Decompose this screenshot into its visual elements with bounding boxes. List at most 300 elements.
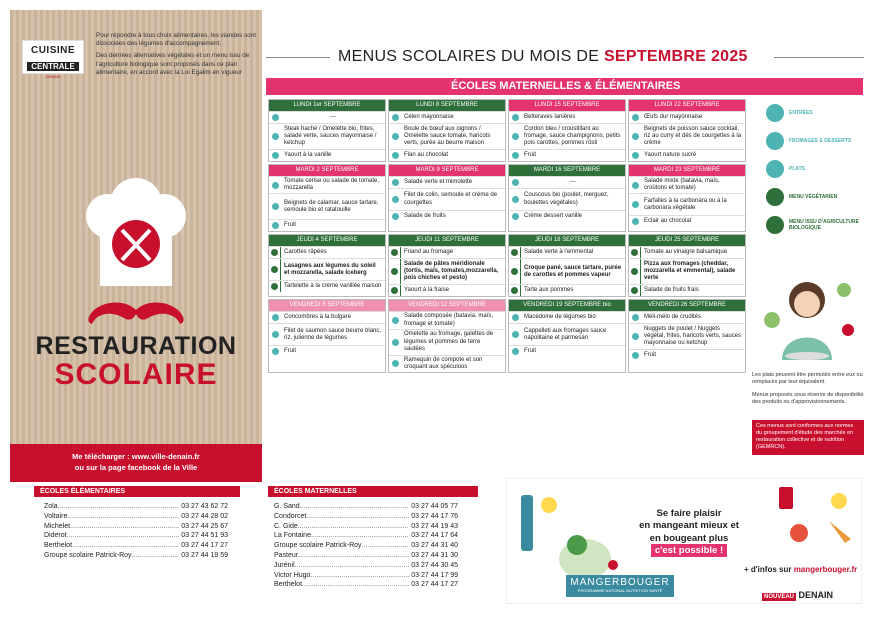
menu-course: [629, 246, 745, 258]
menu-course-text: Betteraves lanières: [524, 113, 576, 120]
menu-course-text: Salade verte à l'emmental: [524, 249, 594, 256]
nursery-schools-list: [274, 502, 458, 590]
school-name: Voltaire: [44, 512, 68, 520]
menu-course-text: Concombres à la bulgare: [284, 314, 352, 321]
plate-icon-dot: [632, 201, 639, 208]
menu-course-text: Tomate au vinaigre balsamique: [644, 249, 728, 256]
menu-course: [269, 323, 385, 345]
plate-icon-dot: [272, 133, 279, 140]
mangerbouger-logo: [566, 575, 674, 597]
menu-course: [629, 123, 745, 149]
menu-course-text: Boule de bœuf aux oignons / Omelette sauce tomate, haricots verts, purée au beurre maison: [404, 125, 491, 147]
school-entry: [274, 522, 458, 532]
plate-icon: [509, 189, 521, 210]
leader-dots: [306, 512, 409, 522]
menu-day-title: JEUDI 4 SEPTEMBRE: [269, 235, 385, 246]
school-name: Pasteur: [274, 551, 299, 559]
plate-icon: [269, 124, 281, 149]
section-subheader: ÉCOLES MATERNELLES & ÉLÉMENTAIRES: [266, 78, 863, 95]
elementary-schools-title: ÉCOLES ÉLÉMENTAIRES: [34, 486, 240, 497]
menu-week-row: [268, 234, 746, 297]
menu-course-text: ---: [570, 178, 576, 185]
school-entry: [274, 541, 458, 551]
school-entry: [274, 571, 458, 581]
menu-course-text: Salade mixte (batavia, maïs, croûtons et tomate): [644, 178, 720, 192]
legend-label: FROMAGES & DESSERTS: [789, 138, 852, 144]
school-name: La Fontaine: [274, 532, 311, 540]
menu-course-text: Tartelette à la crème vanillée maison: [284, 283, 382, 290]
dessert-icon: [509, 285, 521, 296]
plate-icon-dot: [272, 331, 279, 338]
school-name: Victor Hugo: [274, 571, 311, 579]
entree-icon-dot: [392, 114, 399, 121]
menu-course: [269, 258, 385, 280]
dessert-icon-dot: [392, 152, 399, 159]
plate-icon-dot: [391, 268, 398, 275]
menu-course-text: Farfalles à la carbonara ou à la carbonara végétale: [644, 197, 727, 211]
school-phone: 03 27 44 17 64: [411, 532, 458, 540]
school-phone: 03 27 44 51 93: [181, 532, 228, 540]
logo-line1: CUISINE: [30, 45, 76, 56]
legend-label: MENU VÉGÉTARIEN: [789, 194, 838, 200]
logo-line2: CENTRALE: [27, 62, 79, 71]
menu-day-title: VENDREDI 12 SEPTEMBRE: [389, 300, 505, 311]
dessert-icon: [389, 285, 401, 296]
menu-course-text: Eclair au chocolat: [644, 218, 692, 225]
legend-entrees: [766, 104, 866, 122]
dessert-icon: [389, 211, 401, 222]
menu-course-text: Carottes râpées: [284, 249, 327, 256]
entree-icon-dot: [512, 314, 519, 321]
school-phone: 03 27 44 28 02: [181, 512, 228, 520]
menu-day: [628, 234, 746, 297]
dessert-icon: [269, 346, 281, 357]
entree-icon: [269, 247, 281, 258]
leader-dots: [72, 541, 179, 551]
school-name: Michelet: [44, 522, 71, 530]
dessert-icon-dot: [272, 152, 279, 159]
nursery-schools-title: ÉCOLES MATERNELLES: [268, 486, 478, 497]
menu-day: [388, 234, 506, 297]
menu-day-title: JEUDI 11 SEPTEMBRE: [389, 235, 505, 246]
menu-course: [629, 258, 745, 284]
school-phone: 03 27 44 17 27: [411, 581, 458, 589]
menu-course: [269, 311, 385, 323]
facebook-link[interactable]: ou sur la page facebook de la Ville: [74, 462, 198, 472]
menu-day-title: LUNDI 1er SEPTEMBRE: [269, 100, 385, 111]
dessert-icon-dot: [512, 152, 519, 159]
school-name: Jurénil: [274, 561, 295, 569]
bio-icon: [766, 216, 784, 234]
infos-link[interactable]: mangerbouger.fr: [793, 565, 858, 574]
school-entry: [274, 580, 458, 590]
slogan-line: en mangeant mieux et: [639, 520, 739, 532]
school-entry: [44, 541, 228, 551]
menu-course-text: Filet de colin, semoule et crème de courgettes: [404, 192, 498, 206]
dessert-icon-dot: [271, 283, 278, 290]
dessert-icon-dot: [512, 213, 519, 220]
menu-course-text: Yaourt à la vanille: [284, 151, 332, 158]
school-entry: [44, 522, 228, 532]
entree-icon-dot: [632, 114, 639, 121]
legend-desserts: [766, 132, 866, 150]
menu-day: [508, 299, 626, 373]
plate-icon: [269, 194, 281, 219]
dessert-icon: [629, 216, 641, 227]
menu-day: [388, 99, 506, 162]
menu-course: [389, 149, 505, 161]
menu-day-title: VENDREDI 19 SEPTEMBRE bio: [509, 300, 625, 311]
leader-dots: [302, 580, 409, 590]
dessert-icon: [509, 346, 521, 357]
school-entry: [274, 561, 458, 571]
leader-dots: [132, 551, 180, 561]
dessert-icon-dot: [391, 287, 398, 294]
dessert-icon: [269, 281, 281, 292]
menu-course-text: Céleri mayonnaise: [404, 113, 454, 120]
logo-line3: DENAIN: [45, 74, 61, 79]
school-entry: [274, 551, 458, 561]
entree-icon: [389, 247, 401, 258]
dessert-icon: [269, 220, 281, 231]
menu-course: [629, 284, 745, 296]
intro-paragraph: Pour répondre à tous choix alimentaires, les viandes sont dissociées des légumes d'accompagnement.: [96, 32, 256, 48]
menu-course: [269, 280, 385, 292]
menu-course: [389, 123, 505, 149]
leader-dots: [362, 541, 410, 551]
menu-course: [389, 188, 505, 210]
menu-course: [269, 219, 385, 231]
entree-icon: [389, 312, 401, 328]
plate-icon-dot: [512, 196, 519, 203]
menu-course-text: Cappelleti aux fromages sauce napolitaine et parmesan: [524, 327, 607, 341]
download-box[interactable]: [10, 444, 262, 482]
menu-day: [388, 299, 506, 373]
menu-course: [629, 193, 745, 215]
menu-course-text: Couscous bio (poulet, merguez, boulettes végétales): [524, 192, 609, 206]
entree-icon-dot: [391, 249, 398, 256]
menu-course-text: Nuggets de poulet / Nuggets végétal, frites, haricots verts, sauces mayonnaise ou ketchup: [644, 326, 742, 347]
menu-course: [389, 246, 505, 258]
school-phone: 03 27 44 17 27: [181, 542, 228, 550]
plate-icon: [389, 259, 401, 284]
menu-course: [629, 176, 745, 193]
menu-week-row: [268, 99, 746, 162]
menu-week-row: [268, 164, 746, 232]
menu-day-title: LUNDI 22 SEPTEMBRE: [629, 100, 745, 111]
menu-course: [509, 176, 625, 188]
promo-slogan: [628, 508, 750, 557]
header-rule-right: [774, 57, 864, 58]
entree-icon-dot: [631, 249, 638, 256]
menu-day: [268, 164, 386, 232]
school-phone: 03 27 44 31 40: [411, 542, 458, 550]
entree-icon: [629, 112, 641, 123]
entree-icon: [629, 312, 641, 323]
school-entry: [44, 502, 228, 512]
menu-course-text: Steak haché / Omelette bio, frites, salade verte, sauces mayonnaise / ketchup: [284, 125, 377, 147]
dessert-icon: [509, 150, 521, 161]
leader-dots: [300, 502, 410, 512]
menu-course-text: Salade verte et mimolette: [404, 178, 473, 185]
note-gemrcn: Ces menus sont conformes aux normes du groupement d'étude des marchés en restauration collective et de nutrition (GEMRCN).: [752, 420, 864, 455]
school-entry: [44, 551, 228, 561]
menu-course-text: Fruit: [284, 222, 296, 229]
menu-course-text: Macédoine de légumes bio: [524, 314, 596, 321]
legend-label: ENTRÉES: [789, 110, 813, 116]
menu-course: [629, 215, 745, 227]
school-phone: 03 27 44 19 59: [181, 551, 228, 559]
menu-course-text: Œufs dur mayonnaise: [644, 113, 703, 120]
leaf-icon: [766, 188, 784, 206]
entree-icon: [389, 177, 401, 188]
menu-course-text: Salade de fruits frais: [644, 287, 699, 294]
menu-course-text: Fruit: [524, 348, 536, 355]
menu-course: [509, 149, 625, 161]
school-phone: 03 27 44 19 43: [411, 522, 458, 530]
girl-illustration-icon: [752, 260, 862, 368]
elementary-schools-list: [44, 502, 228, 561]
menu-day: [268, 299, 386, 373]
plate-icon-dot: [511, 268, 518, 275]
leader-dots: [295, 561, 410, 571]
menu-course: [389, 329, 505, 355]
menu-course-text: Omelette au fromage, galettes de légumes et pommes de terre sautées: [404, 331, 494, 352]
menu-course: [269, 193, 385, 219]
title-month: SEPTEMBRE 2025: [603, 48, 748, 65]
page-title: [338, 48, 748, 66]
denain-text: DENAIN: [798, 590, 834, 600]
menu-day: [628, 299, 746, 373]
school-entry: [44, 512, 228, 522]
menu-course: [269, 345, 385, 357]
menu-course: [509, 188, 625, 210]
dessert-icon: [509, 211, 521, 222]
dessert-icon-dot: [632, 352, 639, 359]
plate-icon: [389, 124, 401, 149]
plate-icon-dot: [512, 133, 519, 140]
entree-icon-dot: [272, 314, 279, 321]
entree-icon-dot: [511, 249, 518, 256]
school-entry: [44, 531, 228, 541]
food-illustration-icon: [513, 485, 633, 585]
infos-prefix: + d'infos sur: [744, 565, 794, 574]
menu-course-text: Méli-mélo de crudités: [644, 314, 702, 321]
plate-icon: [389, 189, 401, 210]
dessert-icon-dot: [512, 348, 519, 355]
school-phone: 03 27 44 05 77: [411, 503, 458, 510]
plate-icon: [269, 324, 281, 345]
menu-course-text: Salade de fruits: [404, 212, 446, 219]
plate-icon-dot: [632, 133, 639, 140]
entree-icon: [629, 247, 641, 258]
legend-label: MENU ISSU D'AGRICULTURE BIOLOGIQUE: [789, 219, 859, 231]
plate-icon-dot: [392, 133, 399, 140]
moustache-icon: [86, 300, 186, 328]
entree-icon-dot: [632, 182, 639, 189]
entrees-icon: [766, 104, 784, 122]
dessert-icon-dot: [511, 287, 518, 294]
entree-icon-dot: [392, 179, 399, 186]
menu-course-text: Tarte aux pommes: [524, 287, 574, 294]
dessert-icon: [629, 150, 641, 161]
dessert-icon: [389, 356, 401, 372]
title-scolaire: SCOLAIRE: [54, 358, 218, 391]
leader-dots: [70, 522, 179, 532]
entree-icon-dot: [392, 317, 399, 324]
legend: [766, 104, 866, 244]
entree-icon-dot: [632, 314, 639, 321]
menu-course: [269, 111, 385, 123]
leader-dots: [58, 502, 180, 512]
title-restauration: RESTAURATION: [35, 332, 237, 360]
menu-course: [629, 349, 745, 361]
school-name: Zola: [44, 503, 58, 510]
menu-course-text: Crème dessert vanille: [524, 212, 583, 219]
menu-course-text: Yaourt à la fraise: [404, 287, 449, 294]
menu-course-text: Filet de saumon sauce beurre blanc, riz, julienne de légumes: [284, 327, 382, 341]
menu-course-text: Salade composée (batavia, maïs, fromage et tomate): [404, 313, 494, 327]
mb-logo-text: MANGERBOUGER: [570, 577, 670, 588]
menu-course: [509, 210, 625, 222]
menu-day-title: VENDREDI 26 SEPTEMBRE: [629, 300, 745, 311]
download-link[interactable]: Me télécharger : www.ville-denain.fr: [72, 452, 200, 461]
menu-course: [389, 111, 505, 123]
menu-course: [629, 149, 745, 161]
menu-course-text: Croque pané, sauce tartare, purée de carottes et pommes vapeur: [524, 264, 622, 278]
menu-course-text: Yaourt nature sucré: [644, 151, 697, 158]
plate-icon: [629, 324, 641, 349]
slogan-line: Se faire plaisir: [656, 508, 722, 519]
plate-icon: [629, 259, 641, 284]
plate-icon: [509, 259, 521, 284]
menu-course: [389, 258, 505, 284]
cheese-dessert-icon: [766, 132, 784, 150]
slogan-highlight: c'est possible !: [651, 544, 727, 557]
plate-icon-dot: [512, 331, 519, 338]
menu-day-title: LUNDI 15 SEPTEMBRE: [509, 100, 625, 111]
plate-icon-dot: [631, 268, 638, 275]
plate-icon: [629, 194, 641, 215]
leader-dots: [298, 522, 410, 532]
menu-day-title: MARDI 9 SEPTEMBRE: [389, 165, 505, 176]
menu-course: [269, 176, 385, 193]
dessert-icon-dot: [392, 213, 399, 220]
entree-icon: [389, 112, 401, 123]
menu-course: [509, 345, 625, 357]
menu-day: [628, 164, 746, 232]
school-name: Groupe scolaire Patrick-Roy: [274, 542, 362, 550]
dessert-icon-dot: [632, 152, 639, 159]
left-panel: [10, 10, 262, 472]
entree-icon-dot: [272, 182, 279, 189]
menu-course: [389, 284, 505, 296]
cuisine-centrale-logo: [22, 40, 84, 79]
dessert-icon-dot: [631, 287, 638, 294]
menu-course: [269, 149, 385, 161]
menu-day-title: JEUDI 18 SEPTEMBRE: [509, 235, 625, 246]
menu-course: [509, 123, 625, 149]
school-name: Berthelot: [274, 581, 303, 589]
school-phone: 03 27 44 17 76: [411, 512, 458, 520]
legend-plats: [766, 160, 866, 178]
menu-day: [388, 164, 506, 232]
menu-day: [508, 99, 626, 162]
menu-day-title: JEUDI 25 SEPTEMBRE: [629, 235, 745, 246]
school-name: G. Sand: [274, 503, 300, 510]
menu-course-text: ---: [330, 113, 336, 120]
entree-icon-dot: [271, 249, 278, 256]
plate-icon: [766, 160, 784, 178]
menu-course-text: Flan au chocolat: [404, 151, 449, 158]
title-prefix: MENUS SCOLAIRES DU MOIS DE: [338, 48, 600, 65]
school-name: Groupe scolaire Patrick-Roy: [44, 551, 132, 559]
leader-dots: [311, 531, 409, 541]
menu-course: [509, 258, 625, 284]
dessert-icon-dot: [272, 222, 279, 229]
menu-course-text: Beignets de calamar, sauce tartare, semoule bio et ratatouille: [284, 199, 379, 213]
legend-bio: [766, 216, 866, 234]
menu-day-title: MARDI 23 SEPTEMBRE: [629, 165, 745, 176]
chef-hat-icon: [76, 178, 196, 288]
menu-course: [629, 323, 745, 349]
entree-icon: [629, 177, 641, 193]
menu-day: [508, 234, 626, 297]
legend-label: PLATS: [789, 166, 806, 172]
menu-course: [389, 355, 505, 372]
menu-course-text: Fruit: [284, 348, 296, 355]
school-phone: 03 27 44 17 99: [411, 571, 458, 579]
school-name: Condorcet: [274, 512, 307, 520]
school-phone: 03 27 43 62 72: [181, 503, 228, 510]
plate-icon: [389, 330, 401, 355]
plate-icon-dot: [271, 266, 278, 273]
leader-dots: [310, 571, 409, 581]
menu-week-row: [268, 299, 746, 373]
menu-course: [389, 210, 505, 222]
plate-icon: [509, 324, 521, 345]
menu-course-text: Cordon bleu / croustillant au fromage, sauce champignons, petits pois carottes, pommes rösti: [524, 125, 621, 147]
entree-icon: [509, 247, 521, 258]
entree-icon: [509, 177, 521, 188]
slogan-line: en bougeant plus: [649, 532, 729, 544]
plate-icon-dot: [272, 203, 279, 210]
school-phone: 03 27 44 30 45: [411, 561, 458, 569]
nouveau-badge: NOUVEAU: [764, 594, 795, 600]
plate-icon: [629, 124, 641, 149]
dessert-icon-dot: [392, 360, 399, 367]
menu-course: [509, 284, 625, 296]
plate-icon: [509, 124, 521, 149]
note-permutation: Les plats peuvent être permutés entre eux ou remplacés par leur équivalent.: [752, 372, 863, 386]
dessert-icon: [269, 150, 281, 161]
menu-course-text: Beignets de poisson sauce cocktail, riz au curry et dés de courgettes à la crème: [644, 125, 742, 147]
entree-icon: [509, 312, 521, 323]
menu-course: [389, 176, 505, 188]
menu-course: [509, 246, 625, 258]
menu-course-text: Salade de pâtes méridionale (tortis, maïs, tomates,mozzarella, pois chiches et pesto): [404, 261, 499, 282]
leader-dots: [67, 531, 180, 541]
entree-icon-dot: [272, 114, 279, 121]
leader-dots: [67, 512, 179, 522]
menu-grid: [268, 99, 746, 375]
menu-day: [268, 99, 386, 162]
entree-icon-dot: [512, 179, 519, 186]
legend-vegetarien: [766, 188, 866, 206]
menu-day-title: LUNDI 8 SEPTEMBRE: [389, 100, 505, 111]
menu-course-text: Friand au fromage: [404, 249, 454, 256]
menu-day: [268, 234, 386, 297]
